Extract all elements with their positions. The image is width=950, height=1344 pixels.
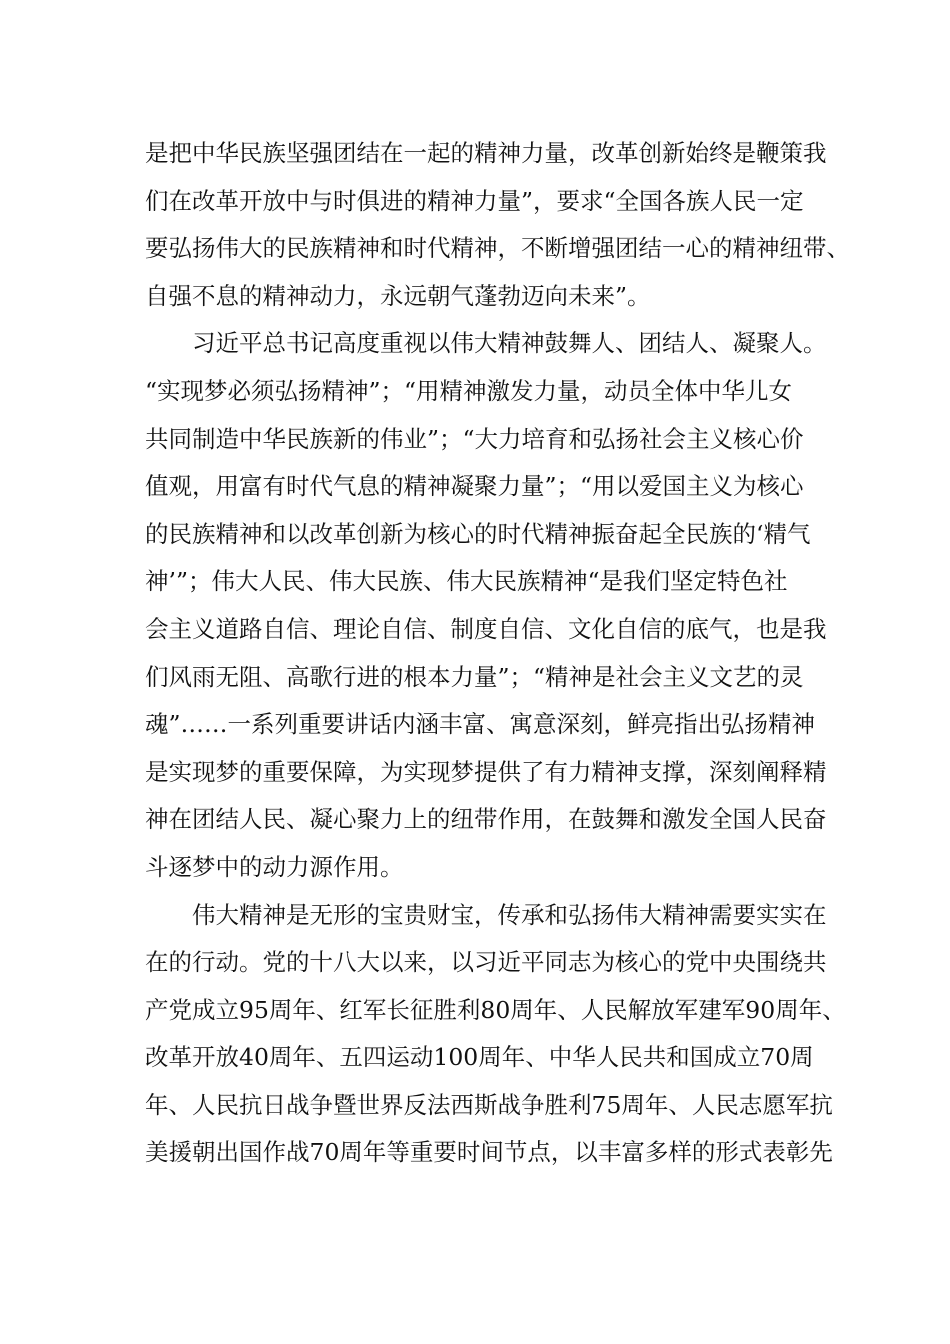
text-line: 是实现梦的重要保障，为实现梦提供了有力精神支撑，深刻阐释精: [145, 757, 827, 786]
text-line: 的民族精神和以改革创新为核心的时代精神振奋起全民族的‘精气: [145, 519, 811, 548]
text-line: 斗逐梦中的动力源作用。: [145, 852, 404, 881]
text-line: 在的行动。党的十八大以来，以习近平同志为核心的党中央围绕共: [145, 948, 827, 977]
text-line: 美援朝出国作战70周年等重要时间节点，以丰富多样的形式表彰先: [145, 1138, 833, 1167]
text-line: 会主义道路自信、理论自信、制度自信、文化自信的底气，也是我: [145, 614, 827, 643]
text-line: 们风雨无阻、高歌行进的根本力量”；“精神是社会主义文艺的灵: [145, 662, 804, 691]
text-line: 神’”；伟大人民、伟大民族、伟大民族精神“是我们坚定特色社: [145, 567, 788, 596]
text-line: 产党成立95周年、红军长征胜利80周年、人民解放军建军90周年、: [145, 995, 846, 1024]
paragraph-first-line: 习近平总书记高度重视以伟大精神鼓舞人、团结人、凝聚人。: [192, 329, 827, 358]
text-line: 值观，用富有时代气息的精神凝聚力量”；“用以爱国主义为核心: [145, 472, 804, 501]
paragraph-first-line: 伟大精神是无形的宝贵财宝，传承和弘扬伟大精神需要实实在: [192, 900, 827, 929]
text-line: 共同制造中华民族新的伟业”；“大力培育和弘扬社会主义核心价: [145, 424, 804, 453]
text-line: 们在改革开放中与时俱进的精神力量”，要求“全国各族人民一定: [145, 186, 804, 215]
text-line: 魂”……一系列重要讲话内涵丰富、寓意深刻，鲜亮指出弘扬精神: [145, 710, 816, 739]
text-line: 要弘扬伟大的民族精神和时代精神，不断增强团结一心的精神纽带、: [145, 234, 850, 263]
text-line: 年、人民抗日战争暨世界反法西斯战争胜利75周年、人民志愿军抗: [145, 1090, 833, 1119]
text-line: 改革开放40周年、五四运动100周年、中华人民共和国成立70周: [145, 1043, 814, 1072]
document-body: [145, 130, 850, 1177]
text-line: “实现梦必须弘扬精神”；“用精神激发力量，动员全体中华儿女: [145, 376, 793, 405]
text-line: 是把中华民族坚强团结在一起的精神力量，改革创新始终是鞭策我: [145, 139, 827, 167]
text-line: 自强不息的精神动力，永远朝气蓬勃迈向未来”。: [145, 281, 651, 310]
text-line: 神在团结人民、凝心聚力上的纽带作用，在鼓舞和激发全国人民奋: [145, 805, 827, 834]
